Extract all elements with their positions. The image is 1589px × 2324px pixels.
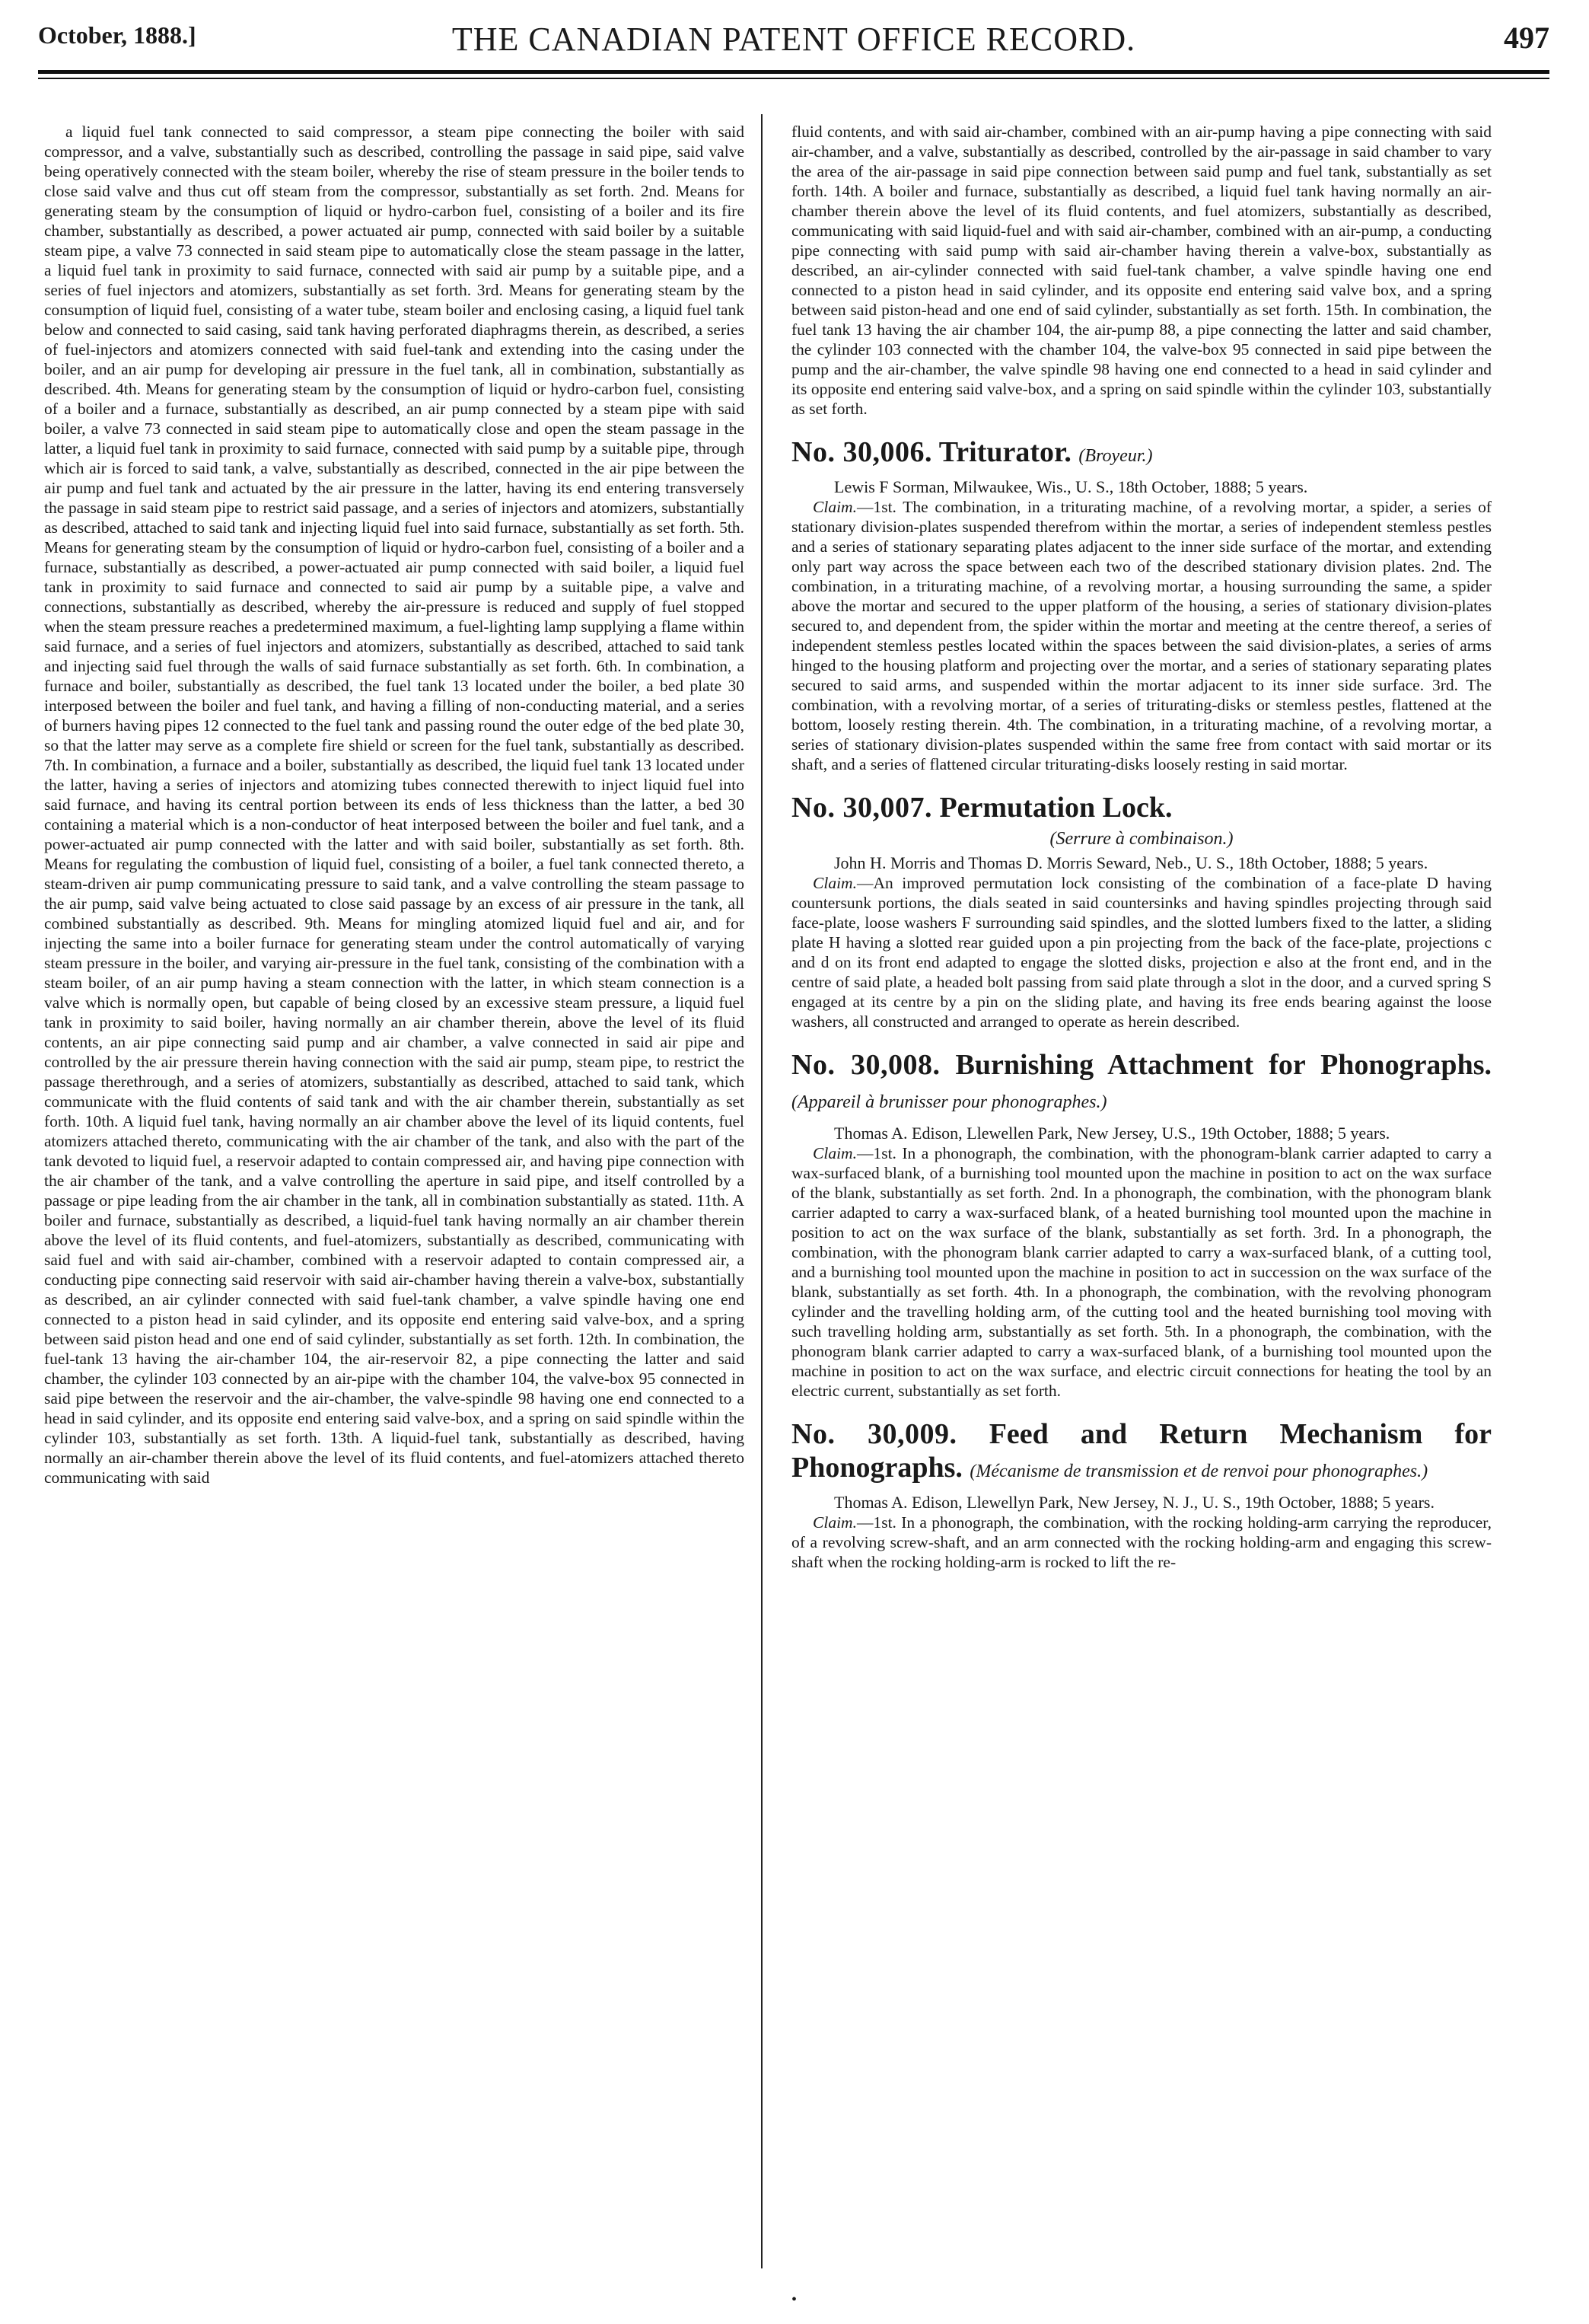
patent-title: Permutation Lock. bbox=[939, 792, 1173, 824]
column-divider bbox=[761, 114, 763, 2268]
patent-subtitle: (Serrure à combinaison.) bbox=[1049, 829, 1234, 849]
patent-title: Feed and Return Mechanism for Phonographs. bbox=[791, 1418, 1492, 1484]
entry-heading bbox=[791, 1417, 1492, 1488]
header-rule-thin bbox=[38, 78, 1549, 79]
page-number: 497 bbox=[1504, 21, 1549, 55]
entry-heading bbox=[791, 1048, 1492, 1119]
right-column bbox=[791, 122, 1492, 2268]
claim-label: Claim. bbox=[813, 874, 857, 892]
claim-text: —1st. The combination, in a triturating machine, of a revolving mortar, a spider, a series of stationary division-plates suspended therefrom within the mortar, a series of independent stemless pestles and a series of stationary separating plates adjacent to the inner side surface of the mortar, and extending only part way across the space between each two of the described stationary division plates. 2nd. The combination, in a triturating machine, of a revolving mortar, a housing surrounding the same, a spider above the mortar and secured to the upper platform of the housing, a series of stationary division-plates secured to, and dependent from, the spider within the mortar and meeting at the centre thereof, a series of independent stemless pestles located within the spaces between the said division-plates, a series of arms hinged to the housing platform and projecting over the mortar, and a series of stationary separating plates secured to said arms, and suspended within the mortar adjacent to its inner side surface. 3rd. The combination, with a revolving mortar, of a series of triturating-disks or stemless pestles, flattened at the bottom, loosely resting therein. 4th. The combination, in a triturating machine, of a revolving mortar, a series of stationary division-plates suspended within the same free from contact with said mortar or its shaft, and a series of flattened circular triturating-disks loosely resting in said mortar. bbox=[791, 498, 1492, 773]
patent-number: No. 30,009. bbox=[791, 1418, 957, 1450]
patent-inventor: Thomas A. Edison, Llewellyn Park, New Jersey, N. J., U. S., 19th October, 1888; 5 years. bbox=[834, 1493, 1435, 1512]
patent-subtitle: (Broyeur.) bbox=[1078, 446, 1153, 466]
patent-inventor: Thomas A. Edison, Llewellen Park, New Jersey, U.S., 19th October, 1888; 5 years. bbox=[834, 1124, 1390, 1143]
claim-text: —1st. In a phonograph, the combination, with the rocking holding-arm carrying the reproducer, of a revolving screw-shaft, and an arm connected with the rocking holding-arm and engaging this screw-shaft when the rocking holding-arm is rocked to lift the re- bbox=[791, 1513, 1492, 1571]
patent-inventor: John H. Morris and Thomas D. Morris Seward, Neb., U. S., 18th October, 1888; 5 years. bbox=[834, 853, 1428, 872]
entry-heading bbox=[791, 791, 1492, 824]
patent-title: Triturator. bbox=[938, 436, 1072, 468]
claims-continuation-right: fluid contents, and with said air-chamber, combined with an air-pump having a pipe connecting with said air-chamber, and a valve, substantially as described, controlled by the air-passage in said chamber to vary the area of the air-passage in said pipe connection between said pump and fuel tank, substantially as set forth. 14th. A boiler and furnace, substantially as described, a liquid fuel tank having normally an air-chamber therein above the level of its fluid contents, and fuel atomizers, substantially as described, communicating with said liquid-fuel and with said air-chamber, combined with an air-pump, a conducting pipe connecting with said pump with said air-chamber having therein a valve-box, substantially as described, an air-cylinder connected with said fuel-tank chamber, a valve spindle having one end connected to a piston head in said cylinder, and its opposite end entering said valve box, and a spring between said piston-head and one end of said cylinder, substantially as set forth. 15th. In combination, the fuel tank 13 having the air chamber 104, the air-pump 88, a pipe connecting the latter and said chamber, the cylinder 103 connected with the chamber 104, the valve-box 95 connected in said pipe between the pump and the air-chamber, the valve spindle 98 having one end connected to a head in said cylinder and its opposite end entering said valve-box, and a spring on said spindle within the cylinder 103, substantially as set forth. bbox=[791, 123, 1492, 418]
left-column bbox=[44, 122, 744, 2268]
claim-label: Claim. bbox=[813, 1144, 857, 1162]
patent-number: No. 30,007. bbox=[791, 792, 932, 824]
patent-inventor: Lewis F Sorman, Milwaukee, Wis., U. S., 18th October, 1888; 5 years. bbox=[834, 477, 1308, 496]
patent-claim bbox=[791, 873, 1492, 1031]
entry-heading bbox=[791, 435, 1492, 473]
patent-title: Burnishing Attachment for Phonographs. bbox=[955, 1049, 1492, 1081]
footer-bullet: • bbox=[791, 2291, 798, 2308]
claim-label: Claim. bbox=[813, 1513, 857, 1532]
header-rule-thick bbox=[38, 70, 1549, 74]
claims-continuation: a liquid fuel tank connected to said compressor, a steam pipe connecting the boiler with said compressor, and a valve, substantially such as described, controlling the passage in said pipe, said valve being operatively connected with the steam boiler, whereby the rise of steam pressure in the boiler tends to close said valve and thus cut off steam from the compressor, substantially as set forth. 2nd. Means for generating steam by the consumption of liquid or hydro-carbon fuel, consisting of a boiler and its fire chamber, substantially as described, a power actuated air pump, connected with said boiler by a suitable steam pipe, a valve 73 connected in said steam pipe to automatically close the steam passage in the latter, a liquid fuel tank in proximity to said furnace, connected with said air pump by a suitable pipe, and a series of fuel injectors and atomizers, substantially as set forth. 3rd. Means for generating steam by the consumption of liquid fuel, consisting of a water tube, steam boiler and enclosing casing, a liquid fuel tank below and connected to said casing, said tank having perforated diaphragms therein, as described, a series of fuel-injectors and atomizers connected with said fuel-tank and extending into the casing under the boiler, and an air pump for developing air pressure in the fuel tank, all in combination, substantially as described. 4th. Means for generating steam by the consumption of liquid or hydro-carbon fuel, consisting of a boiler and a furnace, substantially as described, an air pump connected by a steam pipe with said boiler, a valve 73 connected in said steam pipe to automatically close and open the steam passage in the latter, a liquid fuel tank in proximity to said furnace, connected with said pump by a suitable pipe, through which air is forced to said tank, a valve, substantially as described, connected in the air pipe between the air pump and fuel tank and actuated by the air pressure in the latter, having its end entering transversely the passage in said steam pipe to restrict said passage, and a series of injectors and atomizers, substantially as described, attached to said tank and injecting liquid fuel into said furnace, substantially as set forth. 5th. Means for generating steam by the consumption of liquid or hydro-carbon fuel, consisting of a boiler and a furnace, substantially as described, a power-actuated air pump connected with said boiler, a liquid fuel tank in proximity to said furnace and connected to said air pump by a suitable pipe, a valve and connections, substantially as described, whereby the air-pressure is reduced and supply of fuel stopped when the steam pressure reaches a predetermined maximum, a fuel-lighting lamp supplying a flame within said furnace, and a series of fuel injectors and atomizers, substantially as described, attached to said tank and injecting said fuel through the walls of said furnace substantially as set forth. 6th. In combination, a furnace and boiler, substantially as described, the fuel tank 13 located under the boiler, a bed plate 30 interposed between the boiler and fuel tank, and having a filling of non-conducting material, and a series of burners having pipes 12 connected to the fuel tank and passing round the outer edge of the bed plate 30, so that the latter may serve as a complete fire shield or screen for the fuel tank, substantially as described. 7th. In combination, a furnace and a boiler, substantially as described, the liquid fuel tank 13 located under the latter, having a series of injectors and atomizing tubes connected therewith to inject liquid fuel into said furnace, and having its central portion between its ends of less thickness than the latter, a bed 30 containing a material which is a non-conductor of heat interposed between the boiler and fuel tank, and a power-actuated air pump connected with the latter and with said boiler, substantially as set forth. 8th. Means for regulating the combustion of liquid fuel, consisting of a boiler, a fuel tank connected thereto, a steam-driven air pump communicating pressure to said tank, and a valve controlling the steam passage to the air pump, said valve being actuated to close said passage by an excess of air pressure in the tank, all combined substantially as described. 9th. Means for mingling atomized liquid fuel and air, and for injecting the same into a boiler furnace for generating steam under the control automatically of varying steam pressure in the boiler, and varying air-pressure in the fuel tank, consisting of the combination with a steam boiler, of an air pump having a steam connection with the latter, in which steam connection is a valve which is normally open, but capable of being closed by an excessive steam pressure, a liquid fuel tank in proximity to said boiler, having normally an air chamber therein, above the level of its fluid contents, an air pipe connecting said pump and air chamber, a valve connected in said air pipe and controlled by the air pressure therein having connection with the said air pump, steam pipe, to restrict the passage therethrough, and a series of atomizers, substantially as described, attached to said tank, which communicate with the fluid contents of said tank and with the air chamber therein, substantially as set forth. 10th. A liquid fuel tank, having normally an air chamber above the level of its liquid contents, fuel atomizers attached thereto, communicating with the air chamber of the tank, and also with the part of the tank devoted to liquid fuel, a reservoir adapted to contain compressed air, and having pipe connection with the air chamber of the tank, and a valve controlling the aperture in said pipe, and itself controlled by a passage or pipe leading from the air chamber in the tank, all in combination substantially as stated. 11th. A boiler and furnace, substantially as described, a liquid-fuel tank having normally an air chamber therein above the level of its fluid contents, and fuel-atomizers, substantially as described, communicating with said fuel and with said air-chamber, combined with a reservoir adapted to contain compressed air, a conducting pipe connecting said reservoir with said air-chamber having therein a valve-box, substantially as described, an air cylinder connected with said fuel-tank chamber, a valve spindle having one end connected to a piston head in said cylinder, and its opposite end entering said valve-box, and a spring between said piston head and one end of said cylinder, substantially as set forth. 12th. In combination, the fuel-tank 13 having the air-chamber 104, the air-reservoir 82, a pipe connecting the latter and said chamber, the cylinder 103 connected by an air-pipe with the chamber 104, the valve-box 95 connected in said pipe between the reservoir and the air-chamber, the valve-spindle 98 having one end connected to a head in said cylinder, and its opposite end entering said valve-box, and a spring on said spindle within the cylinder 103, substantially as set forth. 13th. A liquid-fuel tank, substantially as described, having normally an air-chamber therein above the level of its fluid contents, and fuel-atomizers attached thereto communicating with said bbox=[44, 123, 744, 1487]
patent-entry-30007 bbox=[791, 791, 1492, 1031]
claim-text: —An improved permutation lock consisting of the combination of a face-plate D having countersunk portions, the dials seated in said countersinks and having spindles projecting through said face-plate, loose washers F surrounding said spindles, and the slotted lumbers fixed to the latter, a sliding plate H having a slotted rear guided upon a pin projecting from the back of the face-plate, projections c and d on its front end adapted to engage the slotted disks, projection e also at the front end, and in the centre of said plate, a headed bolt passing from said plate through a slot in the door, and a curved spring S engaged at its centre by a pin on the sliding plate, and having its free ends bearing against the loose washers, all constructed and arranged to operate as herein described. bbox=[791, 874, 1492, 1031]
page-header bbox=[38, 20, 1549, 62]
patent-claim bbox=[791, 497, 1492, 774]
patent-number: No. 30,006. bbox=[791, 436, 932, 468]
patent-entry-30008 bbox=[791, 1048, 1492, 1401]
claim-label: Claim. bbox=[813, 498, 857, 516]
patent-entry-30006 bbox=[791, 435, 1492, 774]
claim-text: —1st. In a phonograph, the combination, with the phonogram-blank carrier adapted to carry a wax-surfaced blank, of a burnishing tool mounted upon the machine in position to act on the wax surface of the blank, substantially as set forth. 2nd. In a phonograph, the combination, with the phonogram blank carrier adapted to carry a wax-surfaced blank, of a heated burnishing tool mounted upon the machine in position to act on the wax surface of the blank, substantially as set forth. 3rd. In a phonograph, the combination, with the phonogram blank carrier adapted to carry a wax-surfaced blank, of a cutting tool, and a burnishing tool mounted upon the machine in position to act in succession on the wax surface of the blank, substantially as set forth. 4th. In a phonograph, the combination, with the revolving phonogram cylinder and the travelling holding arm, of the cutting tool and the heated burnishing tool moving with such travelling holding arm, substantially as set forth. 5th. In a phonograph, the combination, with the phonogram blank carrier adapted to carry a wax-surfaced blank, of a burnishing tool mounted upon the machine in position to act on the wax surface, and electric circuit connections for heating the tool by an electric current, substantially as set forth. bbox=[791, 1144, 1492, 1400]
patent-entry-30009 bbox=[791, 1417, 1492, 1572]
patent-claim bbox=[791, 1143, 1492, 1401]
patent-number: No. 30,008. bbox=[791, 1049, 941, 1081]
header-date: October, 1888.] bbox=[38, 21, 196, 49]
patent-subtitle: (Mécanisme de transmission et de renvoi pour phonographes.) bbox=[970, 1462, 1428, 1481]
patent-claim bbox=[791, 1513, 1492, 1572]
header-title: THE CANADIAN PATENT OFFICE RECORD. bbox=[451, 21, 1136, 58]
patent-subtitle: (Appareil à brunisser pour phonographes.) bbox=[791, 1092, 1107, 1112]
